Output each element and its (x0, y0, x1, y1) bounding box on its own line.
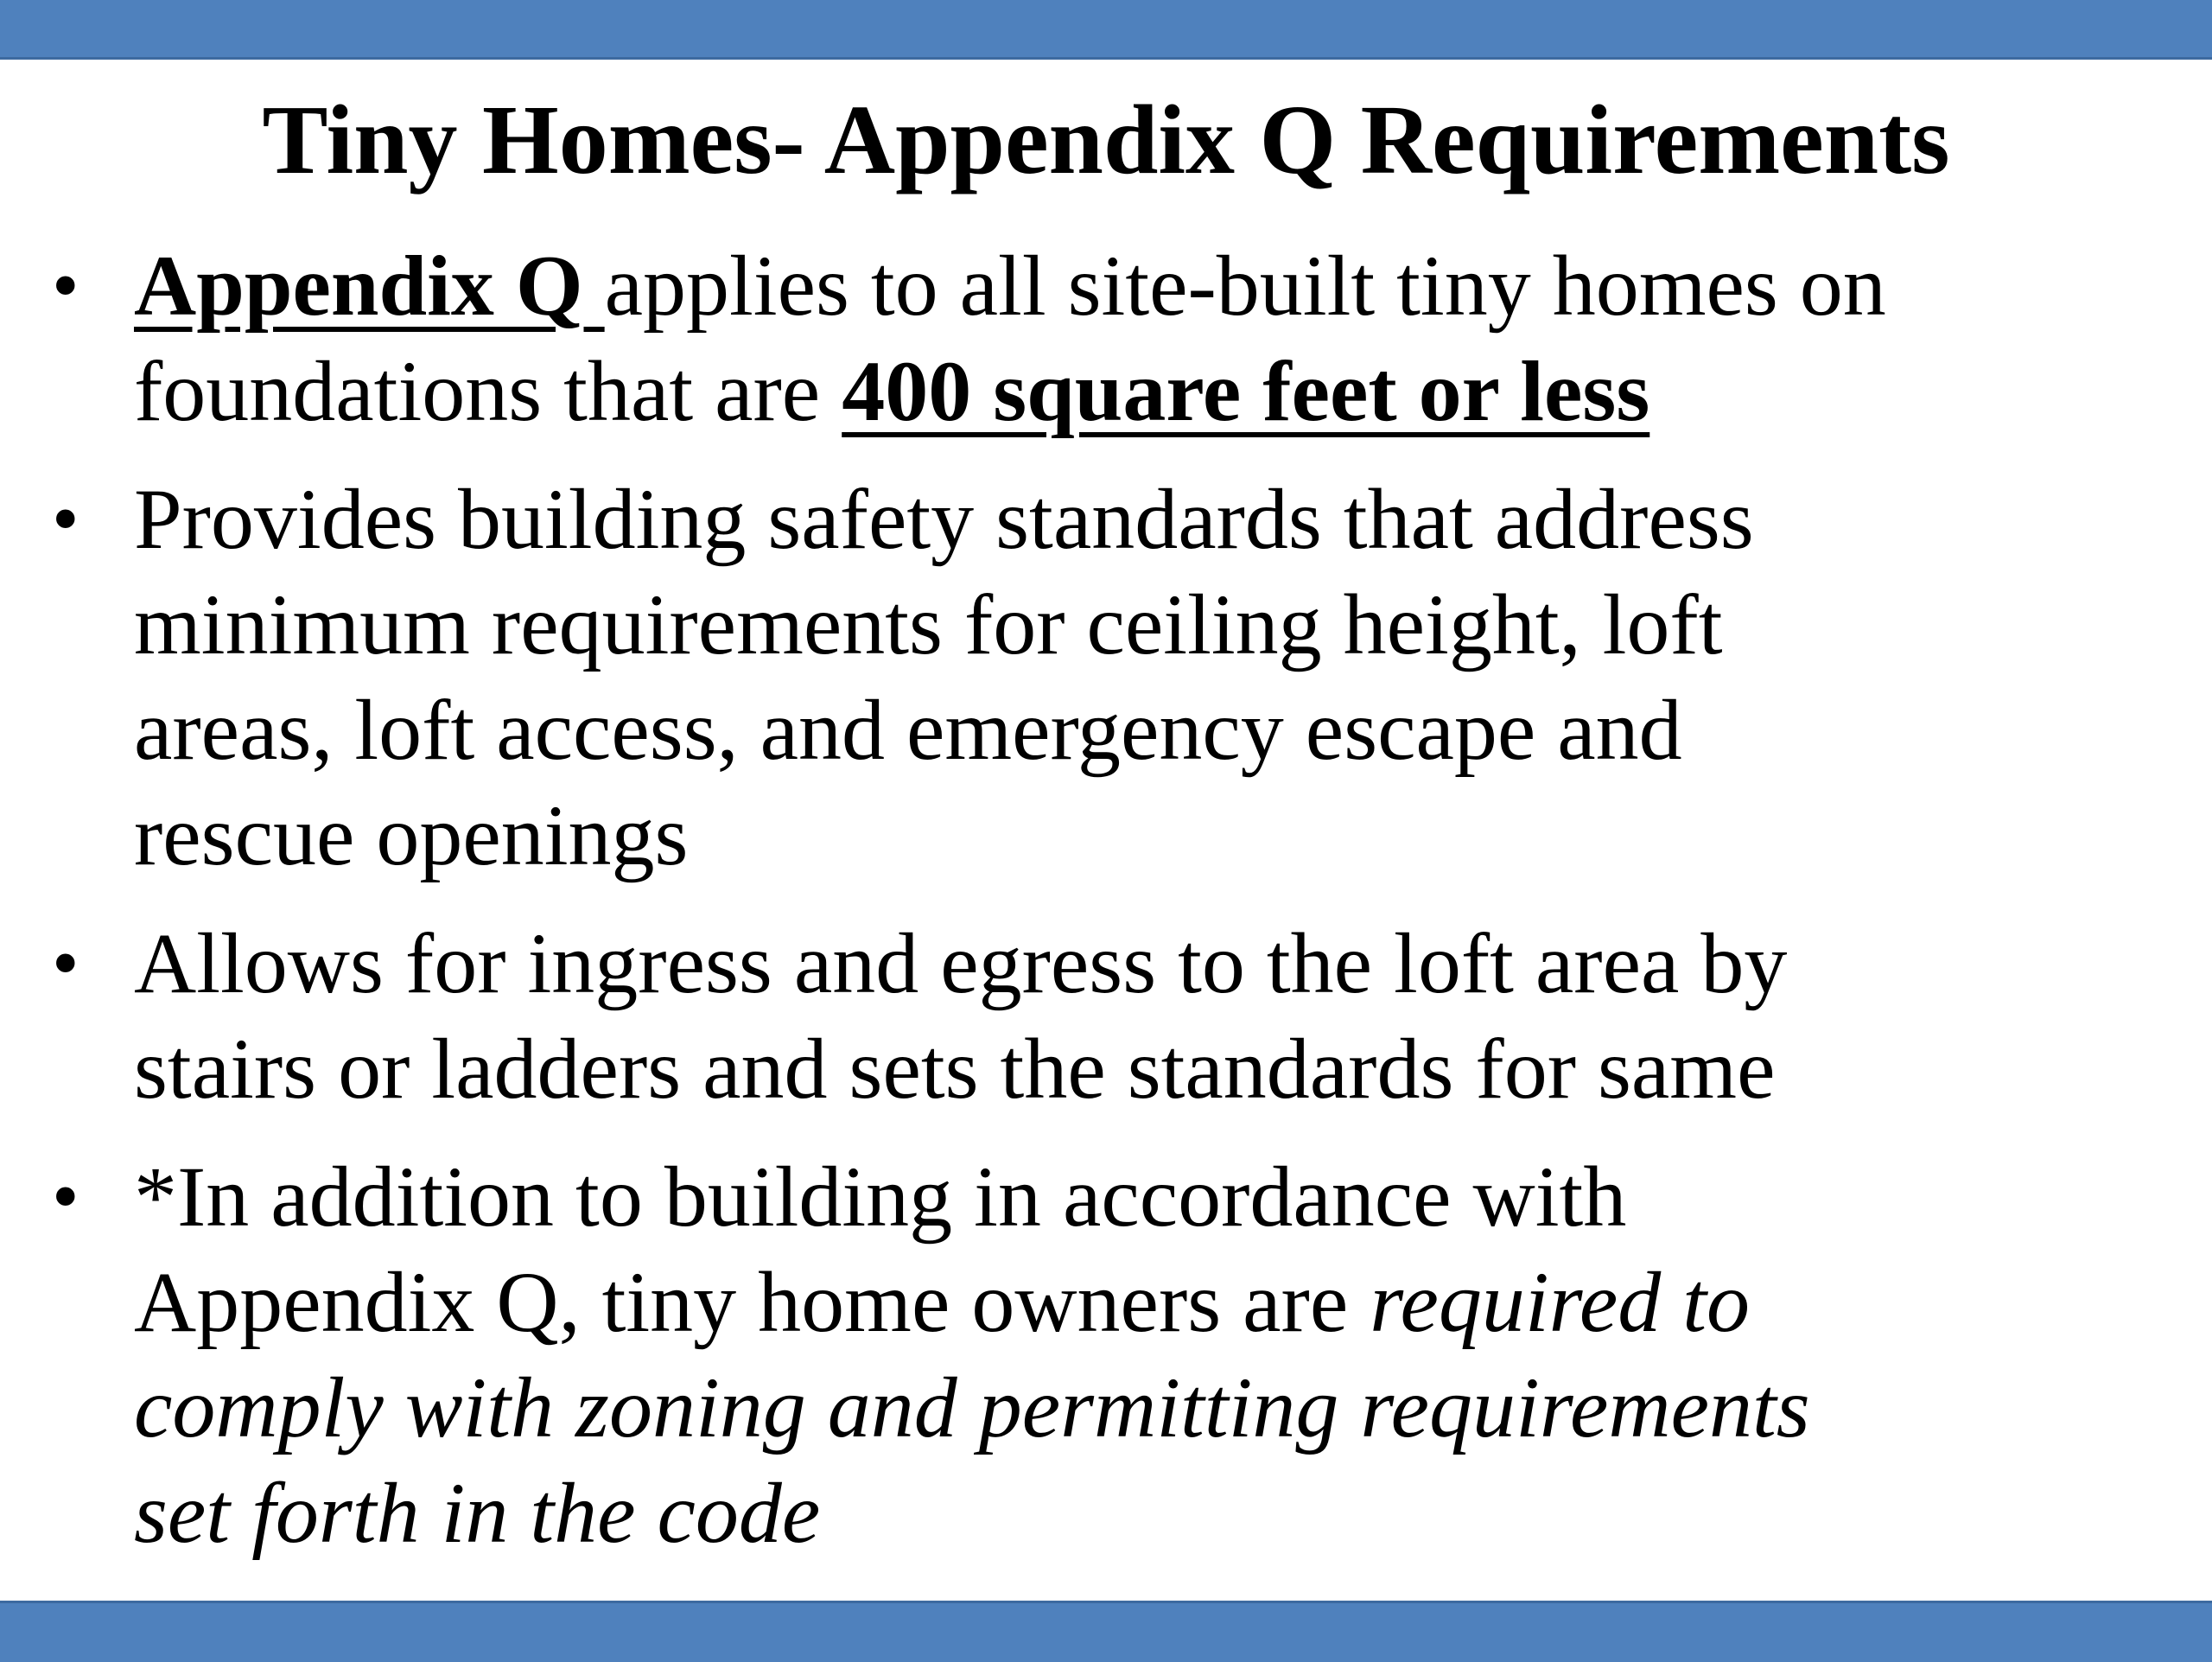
bullet-line: minimum requirements for ceiling height, loft (134, 576, 1723, 672)
italic-emphasis: required to (1370, 1254, 1750, 1350)
slide-title: Tiny Homes- Appendix Q Requirements (262, 85, 1950, 194)
bullet-dot-icon: • (52, 1154, 79, 1239)
bullet-line: Allows for ingress and egress to the loft area by (134, 915, 1788, 1011)
top-accent-bar (0, 0, 2212, 60)
bullet-item-zoning-requirements (0, 1144, 2212, 1566)
bullet-text: Appendix Q, tiny home owners are (134, 1254, 1370, 1350)
bullet-line: Provides building safety standards that address (134, 471, 1754, 567)
bullet-item-safety-standards (0, 467, 2212, 888)
bullet-line: comply with zoning and permitting requirements (134, 1360, 1810, 1455)
bullet-line (134, 233, 2177, 339)
bullet-line (134, 1250, 2177, 1355)
bullet-line: areas, loft access, and emergency escape and (134, 682, 1682, 778)
bullet-line: set forth in the code (134, 1465, 821, 1561)
bullet-text: applies to all site-built tiny homes on (604, 238, 1886, 334)
bottom-accent-bar (0, 1601, 2212, 1662)
bullet-line: stairs or ladders and sets the standards for same (134, 1021, 1776, 1117)
appendix-q-link-text: Appendix Q (134, 238, 605, 334)
bullet-list (0, 233, 2212, 1589)
bullet-line: *In addition to building in accordance with (134, 1149, 1627, 1245)
bullet-dot-icon: • (52, 243, 79, 328)
size-limit-emphasis: 400 square feet or less (842, 343, 1650, 439)
bullet-item-loft-access (0, 911, 2212, 1122)
bullet-line (134, 339, 2177, 444)
bullet-line: rescue openings (134, 787, 689, 883)
bullet-dot-icon: • (52, 476, 79, 562)
bullet-text: foundations that are (134, 343, 842, 439)
bullet-item-appendix-q-scope (0, 233, 2212, 444)
bullet-dot-icon: • (52, 920, 79, 1006)
